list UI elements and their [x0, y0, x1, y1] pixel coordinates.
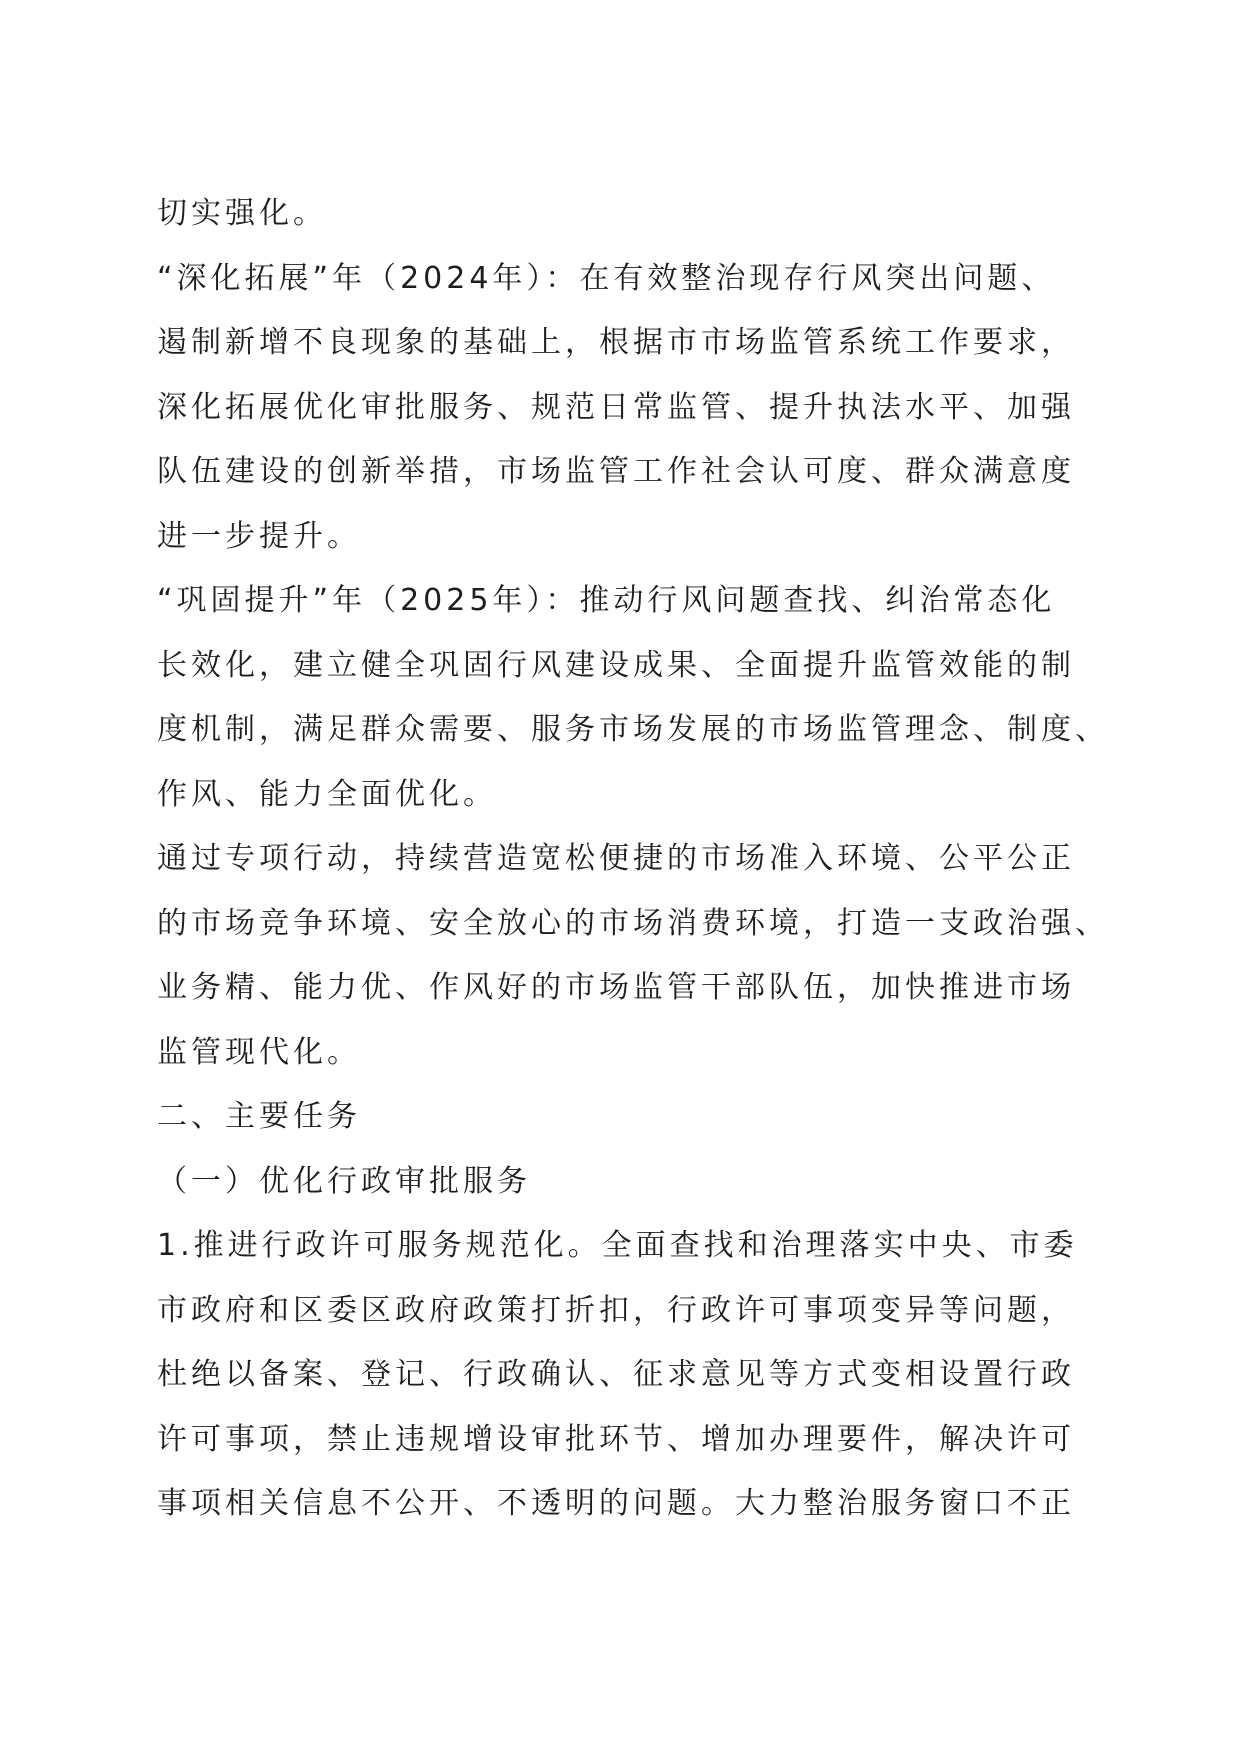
text-line: 杜绝以备案、登记、行政确认、征求意见等方式变相设置行政 — [157, 1357, 1075, 1392]
text-line: 市政府和区委区政府政策打折扣，行政许可事项变异等问题， — [157, 1292, 1075, 1328]
text-line: 深化拓展优化审批服务、规范日常监管、提升执法水平、加强 — [157, 389, 1075, 425]
section-heading: 二、主要任务 — [157, 1099, 361, 1134]
text-line: 作风、能力全面优化。 — [157, 776, 497, 812]
text-line: 许可事项，禁止违规增设审批环节、增加办理要件，解决许可 — [157, 1421, 1075, 1457]
text-line: 进一步提升。 — [157, 518, 361, 554]
text-line: 1.推进行政许可服务规范化。全面查找和治理落实中央、市委 — [157, 1228, 1078, 1263]
text-line: 切实强化。 — [157, 196, 327, 231]
text-line: 的市场竞争环境、安全放心的市场消费环境，打造一支政治强、 — [157, 905, 1109, 941]
text-line: 遏制新增不良现象的基础上，根据市市场监管系统工作要求， — [157, 325, 1075, 360]
text-line: 监管现代化。 — [157, 1034, 361, 1070]
text-line: 业务精、能力优、作风好的市场监管干部队伍，加快推进市场 — [157, 970, 1075, 1005]
text-line: 度机制，满足群众需要、服务市场发展的市场监管理念、制度、 — [157, 712, 1109, 747]
text-line: 通过专项行动，持续营造宽松便捷的市场准入环境、公平公正 — [157, 841, 1075, 876]
subsection-heading: （一）优化行政审批服务 — [157, 1163, 531, 1199]
text-line: “巩固提升”年（2025年）：推动行风问题查找、纠治常态化 — [157, 583, 1056, 618]
text-line: 事项相关信息不公开、不透明的问题。大力整治服务窗口不正 — [157, 1486, 1075, 1521]
text-line: “深化拓展”年（2024年）：在有效整治现存行风突出问题、 — [157, 260, 1056, 296]
text-line: 队伍建设的创新举措，市场监管工作社会认可度、群众满意度 — [157, 454, 1075, 489]
text-line: 长效化，建立健全巩固行风建设成果、全面提升监管效能的制 — [157, 647, 1075, 683]
document-body — [157, 182, 1109, 1537]
